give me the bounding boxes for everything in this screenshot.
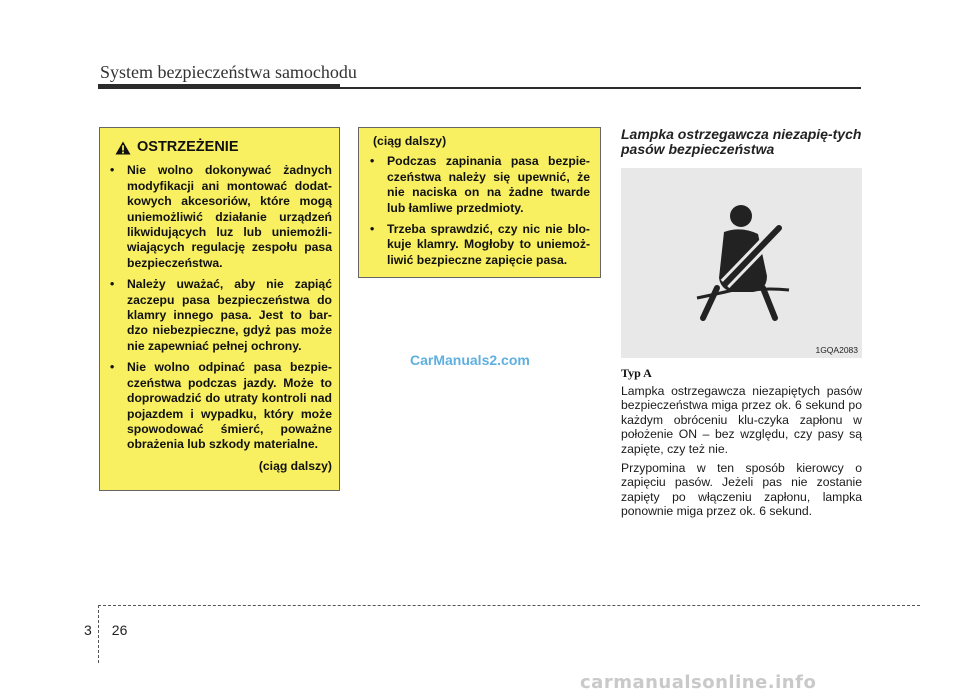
footer-rule: [98, 605, 920, 606]
warning-heading-text: OSTRZEŻENIE: [137, 139, 239, 155]
warning-heading: [115, 140, 332, 155]
watermark-link[interactable]: CarManuals2.com: [410, 352, 530, 368]
seat-belt-warning-icon: [621, 168, 862, 358]
warning-triangle-icon: [115, 141, 131, 155]
page-header-title: System bezpieczeństwa samochodu: [100, 62, 357, 82]
warning-item: • Należy uważać, aby nie zapiąć zaczepu pasa bezpieczeństwa do klamry innego pasa. Jest to bar-dzo niebezpieczne, gdyż pas może nie zapewniać pełnej ochrony.: [107, 277, 332, 354]
warning-item: • Trzeba sprawdzić, czy nic nie blo-kuje klamry. Mogłoby to uniemoż-liwić bezpieczne zapięcie pasa.: [367, 222, 590, 268]
warning-item: • Podczas zapinania pasa bezpie-czeństwa należy się upewnić, że nie naciska on na żadne twarde lub łamliwe przedmioty.: [367, 154, 590, 216]
warning-item: • Nie wolno odpinać pasa bezpie-czeństwa podczas jazdy. Może to doprowadzić do utraty kontroli nad pojazdem i wypadku, który może spowodować śmierć, poważne obrażenia lub szkody materialne.: [107, 360, 332, 452]
type-label: Typ A: [621, 366, 652, 380]
page-number-value: 26: [111, 622, 128, 638]
continued-label: (ciąg dalszy): [258, 458, 332, 473]
page-number: [84, 622, 127, 638]
warning-list: [107, 163, 332, 452]
warning-list: [367, 154, 590, 268]
warning-box-continued: [358, 127, 601, 278]
warning-box: [99, 127, 340, 491]
paragraph: Lampka ostrzegawcza niezapiętych pasów bezpieczeństwa miga przez ok. 6 sekund po każdym obróceniu klu-czyka zapłonu w położenie ON – bez względu, czy pasy są zapięte, czy też nie.: [621, 384, 862, 456]
warning-item: • Nie wolno dokonywać żadnych modyfikacji ani montować dodat-kowych akcesoriów, które mogą uniemożliwić działanie urządzeń likwidujących luz lub uniemożli-wiających regulację zespołu pasa bezpieczeństwa.: [107, 163, 332, 271]
section-title: Lampka ostrzegawcza niezapię-tych pasów bezpieczeństwa: [621, 126, 862, 157]
header-rule: [98, 87, 861, 89]
bottom-watermark: carmanualsonline.info: [580, 672, 817, 693]
body-text: [621, 384, 862, 524]
paragraph: Przypomina w ten sposób kierowcy o zapięciu pasów. Jeżeli pas nie zostanie zapięty po włączeniu zapłonu, lampka ponownie miga przez ok. 6 sekund.: [621, 461, 862, 519]
continued-label: (ciąg dalszy): [373, 134, 447, 148]
figure: [621, 168, 862, 358]
figure-label: 1GQA2083: [815, 345, 858, 355]
chapter-number: 3: [84, 622, 92, 638]
